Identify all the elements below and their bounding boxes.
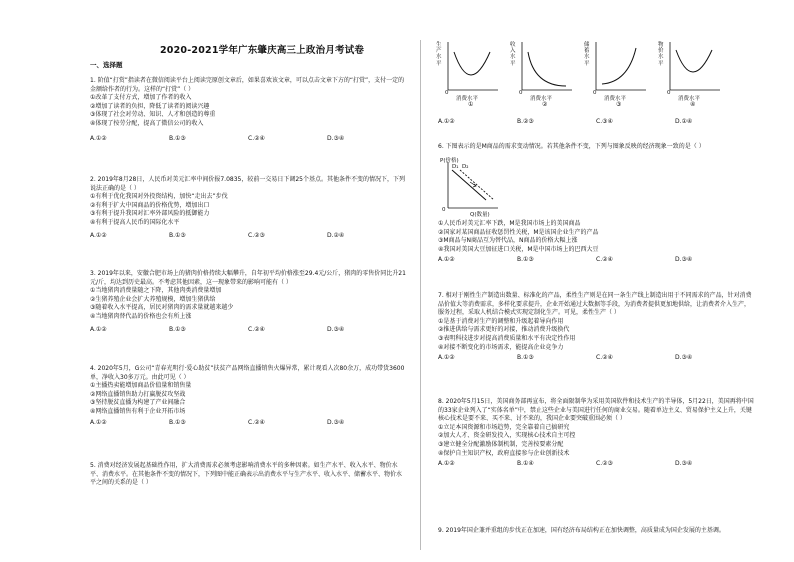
answer-choices bbox=[90, 326, 406, 335]
choice-a: A.①② bbox=[438, 460, 455, 468]
statement-option: ④对接不断变化的市场需求，能提高企业竞争力 bbox=[438, 343, 564, 351]
choice-c: C.②④ bbox=[596, 256, 613, 264]
choice-d: D.③④ bbox=[327, 418, 345, 426]
choice-d: D.③④ bbox=[675, 460, 693, 468]
statement-option: ①人民币对美元汇率下跌，M是我国市场上的美国商品 bbox=[438, 220, 581, 227]
graph-1 bbox=[436, 38, 502, 108]
answer-choices bbox=[90, 135, 406, 144]
question-5 bbox=[90, 462, 406, 488]
graph-4 bbox=[658, 38, 724, 108]
question-stem: 6. 下图表示的是M商品的需求变动情况。若其他条件不变，下列与图象反映的经济现象一致的是（ ） bbox=[438, 143, 705, 150]
question-stem: 5. 消费对经济发展起基础性作用，扩大消费需求必须考虑影响消费水平的多种因素。如生产水平、收入水平、物价水平、消费水平。在其他条件不变的情况下，下列图中能正确表示出消费水平与生产水平、收入水平、储蓄水平、物价水平之间的关系的是（ ） bbox=[90, 462, 403, 487]
question-1 bbox=[90, 77, 406, 143]
statement-option: ②国家对某国商品征收惩罚性关税，M是该国企业生产的产品 bbox=[438, 228, 599, 236]
answer-choices bbox=[438, 118, 754, 127]
graph-origin: 0 bbox=[519, 90, 523, 96]
statement-option: ②生猪养殖企业会扩大养殖规模，增加生猪供给 bbox=[90, 295, 216, 303]
question-stem: 8. 2020年5月15日，美国商务部再宣布，将全面限制华为采用美国软件和技术生产的半导体，5月22日，美国再将中国的33家企业列入了“实体名单”中，禁止这些企业与美国进行任何的商业交易。随着单边主义、贸易保护主义上升，关键核心技术是要不来、买不来、讨不来的，我国企业要突破重围必须（ ） bbox=[438, 398, 754, 423]
statement-option: ③坚持脱贫直播为构建了产业间融合 bbox=[90, 399, 186, 407]
choice-c: C.②④ bbox=[248, 325, 265, 333]
statement-option: ②加大人才、资金研发投入，实现核心技术自主可控 bbox=[438, 432, 576, 440]
question-9 bbox=[438, 527, 754, 536]
graph-origin: 0 bbox=[667, 90, 671, 96]
choice-b: B.①③ bbox=[169, 134, 186, 142]
graph-1-number: ① bbox=[468, 101, 474, 108]
column-divider bbox=[420, 40, 421, 550]
graph-2-ylabel: 收入水平 bbox=[510, 42, 516, 67]
question-4 bbox=[90, 365, 406, 427]
answer-choices bbox=[438, 256, 754, 265]
choice-a: A.①② bbox=[90, 325, 107, 333]
choice-c: C.②③ bbox=[248, 231, 265, 239]
graph-1-ylabel: 生产水平 bbox=[436, 42, 442, 67]
graph-3-number: ③ bbox=[616, 101, 622, 108]
choice-a: A.①② bbox=[438, 354, 455, 362]
choice-b: B.②③ bbox=[517, 118, 534, 125]
statement-option: ③体现了社会对劳动、知识、人才和创造的尊重 bbox=[90, 111, 216, 119]
statement-option: ②有利于扩大中国商品的价格优势，增加出口 bbox=[90, 201, 210, 209]
choice-d: D.③④ bbox=[327, 325, 345, 333]
question-stem: 7. 相对于刚性生产制造出数量、标准化的产品，柔性生产则是在同一条生产线上制造出用于不同需求的产品，针对消费品价值大等消费需求，多样化要求提升，企业开始通过大数据等手段，为消费者提供更加地供给，让消费者介入生产，服务过程，采取人机结合模式实现定制化生产。可见，柔性生产（ ） bbox=[438, 292, 752, 317]
statement-option: ②增加了读者的负担，降低了读者的阅读兴趣 bbox=[90, 102, 210, 110]
choice-c: C.②③ bbox=[596, 460, 613, 468]
statement-option: ④体现了按劳分配，提高了微信公司的收入 bbox=[90, 119, 204, 127]
statement-option: ①是基于消费对生产的调整和升级起着导向作用 bbox=[438, 317, 564, 325]
statement-option: ④有利于提高人民币的国际化水平 bbox=[90, 218, 180, 226]
statement-option: ③随着收入水平提高，居民对猪肉的需求量就越来越少 bbox=[90, 304, 234, 312]
choice-c: C.②④ bbox=[596, 354, 613, 362]
graph-4-number: ④ bbox=[690, 101, 696, 108]
question-3 bbox=[90, 270, 406, 334]
answer-choices bbox=[90, 419, 406, 428]
question-stem: 9. 2019年国企兼并重组的步伐正在加速，国有经济布局结构正在加快调整，高质量成为国企发展的主基调。 bbox=[438, 527, 725, 534]
page-title: 2020-2021学年广东肇庆高三上政治月考试卷 bbox=[160, 45, 365, 56]
question-8 bbox=[438, 398, 754, 469]
choice-b: B.①③ bbox=[517, 354, 534, 362]
graph-2-xlabel: 消费水平 bbox=[530, 96, 553, 102]
statement-option: ④网络直播销售有利于企业开拓市场 bbox=[90, 407, 186, 415]
statement-option: ②网络直播销售助力打赢脱贫攻坚战 bbox=[90, 390, 186, 398]
statement-option: ①有利于优化我国对外投资结构，加快“走出去”步伐 bbox=[90, 193, 228, 201]
answer-choices bbox=[438, 354, 754, 363]
graph-2 bbox=[510, 38, 576, 108]
choice-b: B.①③ bbox=[169, 231, 186, 239]
choice-d: D.③④ bbox=[327, 134, 345, 142]
choice-d: D.①④ bbox=[675, 118, 693, 125]
q5-graphs bbox=[436, 38, 736, 108]
statement-option: ①主播热卖能增加商品价值量和销售量 bbox=[90, 382, 192, 390]
statement-option: ④当地猪肉替代品的价格也会有所上涨 bbox=[90, 312, 192, 320]
demand-plot bbox=[440, 156, 500, 216]
demand-graph bbox=[440, 156, 500, 216]
graph-origin: 0 bbox=[445, 90, 449, 96]
graph-3-ylabel: 储蓄水平 bbox=[584, 42, 590, 67]
demand-d2-label: D₂ bbox=[462, 164, 469, 170]
question-2 bbox=[90, 176, 406, 240]
statement-option: ①改革了支付方式，增加了作者的收入 bbox=[90, 94, 192, 102]
choice-a: A.①② bbox=[90, 231, 107, 239]
question-stem: 4. 2020年5月，G公司“青春光明行·爱心助贫”扶贫产品网络直播销售火爆异常，累计观看人次80余万，成功带货3600单，净收入30多万元。由此可见（ ） bbox=[90, 365, 405, 381]
graph-3-xlabel: 消费水平 bbox=[604, 96, 627, 102]
choice-c: C.②④ bbox=[248, 134, 265, 142]
statement-option: ③有利于提升我国对汇率外部风险的抵御能力 bbox=[90, 210, 210, 218]
choice-d: D.③④ bbox=[675, 354, 693, 362]
choice-c: C.②④ bbox=[248, 418, 265, 426]
choice-d: D.②④ bbox=[327, 231, 345, 239]
statement-option: ③表明科技进步对提高消费质量和水平有决定性作用 bbox=[438, 334, 576, 342]
choice-a: A.①② bbox=[90, 418, 107, 426]
graph-origin: 0 bbox=[593, 90, 597, 96]
demand-d1-label: D₁ bbox=[452, 164, 459, 170]
choice-b: B.①③ bbox=[517, 256, 534, 264]
choice-b: B.①③ bbox=[169, 418, 186, 426]
graph-4-xlabel: 消费水平 bbox=[678, 96, 701, 102]
graph-2-number: ② bbox=[542, 101, 548, 108]
choice-a: A.①② bbox=[90, 134, 107, 142]
graph-3 bbox=[584, 38, 650, 108]
question-6-options bbox=[438, 220, 754, 265]
choice-b: B.①③ bbox=[169, 325, 186, 333]
choice-a: A.①② bbox=[438, 118, 455, 125]
statement-option: ①立足本国资源和市场趋势，完全靠着自己搞研究 bbox=[438, 423, 570, 431]
question-7 bbox=[438, 292, 754, 363]
statement-option: ④保护自主知识产权，政府直接参与企业创新技术 bbox=[438, 449, 570, 457]
section-heading: 一、选择题 bbox=[90, 61, 123, 69]
graph-4-ylabel: 物价水平 bbox=[658, 42, 664, 67]
choice-c: C.③④ bbox=[596, 118, 613, 125]
answer-choices bbox=[438, 460, 754, 469]
statement-option: ④我国对美国大豆加征进口关税，M是中国市场上的巴西大豆 bbox=[438, 245, 599, 253]
statement-option: ③M商品与N商品互为替代品，N商品的价格大幅上涨 bbox=[438, 237, 578, 245]
choice-b: B.①④ bbox=[517, 460, 534, 468]
question-6 bbox=[438, 143, 754, 152]
answer-choices bbox=[90, 232, 406, 241]
demand-origin: 0 bbox=[442, 207, 446, 213]
choice-a: A.①② bbox=[438, 256, 455, 264]
statement-option: ②推进供给与需求更好的对接，推动消费升级换代 bbox=[438, 326, 570, 334]
question-5-choices bbox=[438, 116, 754, 127]
question-stem: 3. 2019年以来，安徽合肥市场上的猪肉价格持续大幅攀升，自年初平均价格涨至29.4元/公斤，猪肉的零售价同比升21元/斤，均达到历史最高。不考虑其他因素，这一现象带来的影响可能有（ ） bbox=[90, 270, 406, 286]
graph-1-xlabel: 消费水平 bbox=[456, 96, 479, 102]
question-stem: 1. 阶值“打赏”指读者在微信阅读平台上阅读完原创文章后，如果喜欢该文章，可以点击文章下方的“打赏”，支付一定的金额给作者的行为。这样的“打赏”（ ） bbox=[90, 77, 405, 93]
demand-xlabel: Q(数量) bbox=[470, 212, 490, 218]
demand-ylabel: P(价格) bbox=[440, 158, 459, 164]
question-stem: 2. 2019年8月28日，人民币对美元汇率中间价报7.0835，较前一交易日下调25个基点。其他条件不变的情况下，下列说法正确的是（ ） bbox=[90, 176, 405, 192]
choice-d: D.③④ bbox=[675, 256, 693, 264]
statement-option: ①当地猪肉消费量随之下降，其他肉类消费量增加 bbox=[90, 287, 222, 295]
statement-option: ③建立健全分配激励体制机制，完善按要素分配 bbox=[438, 440, 564, 448]
